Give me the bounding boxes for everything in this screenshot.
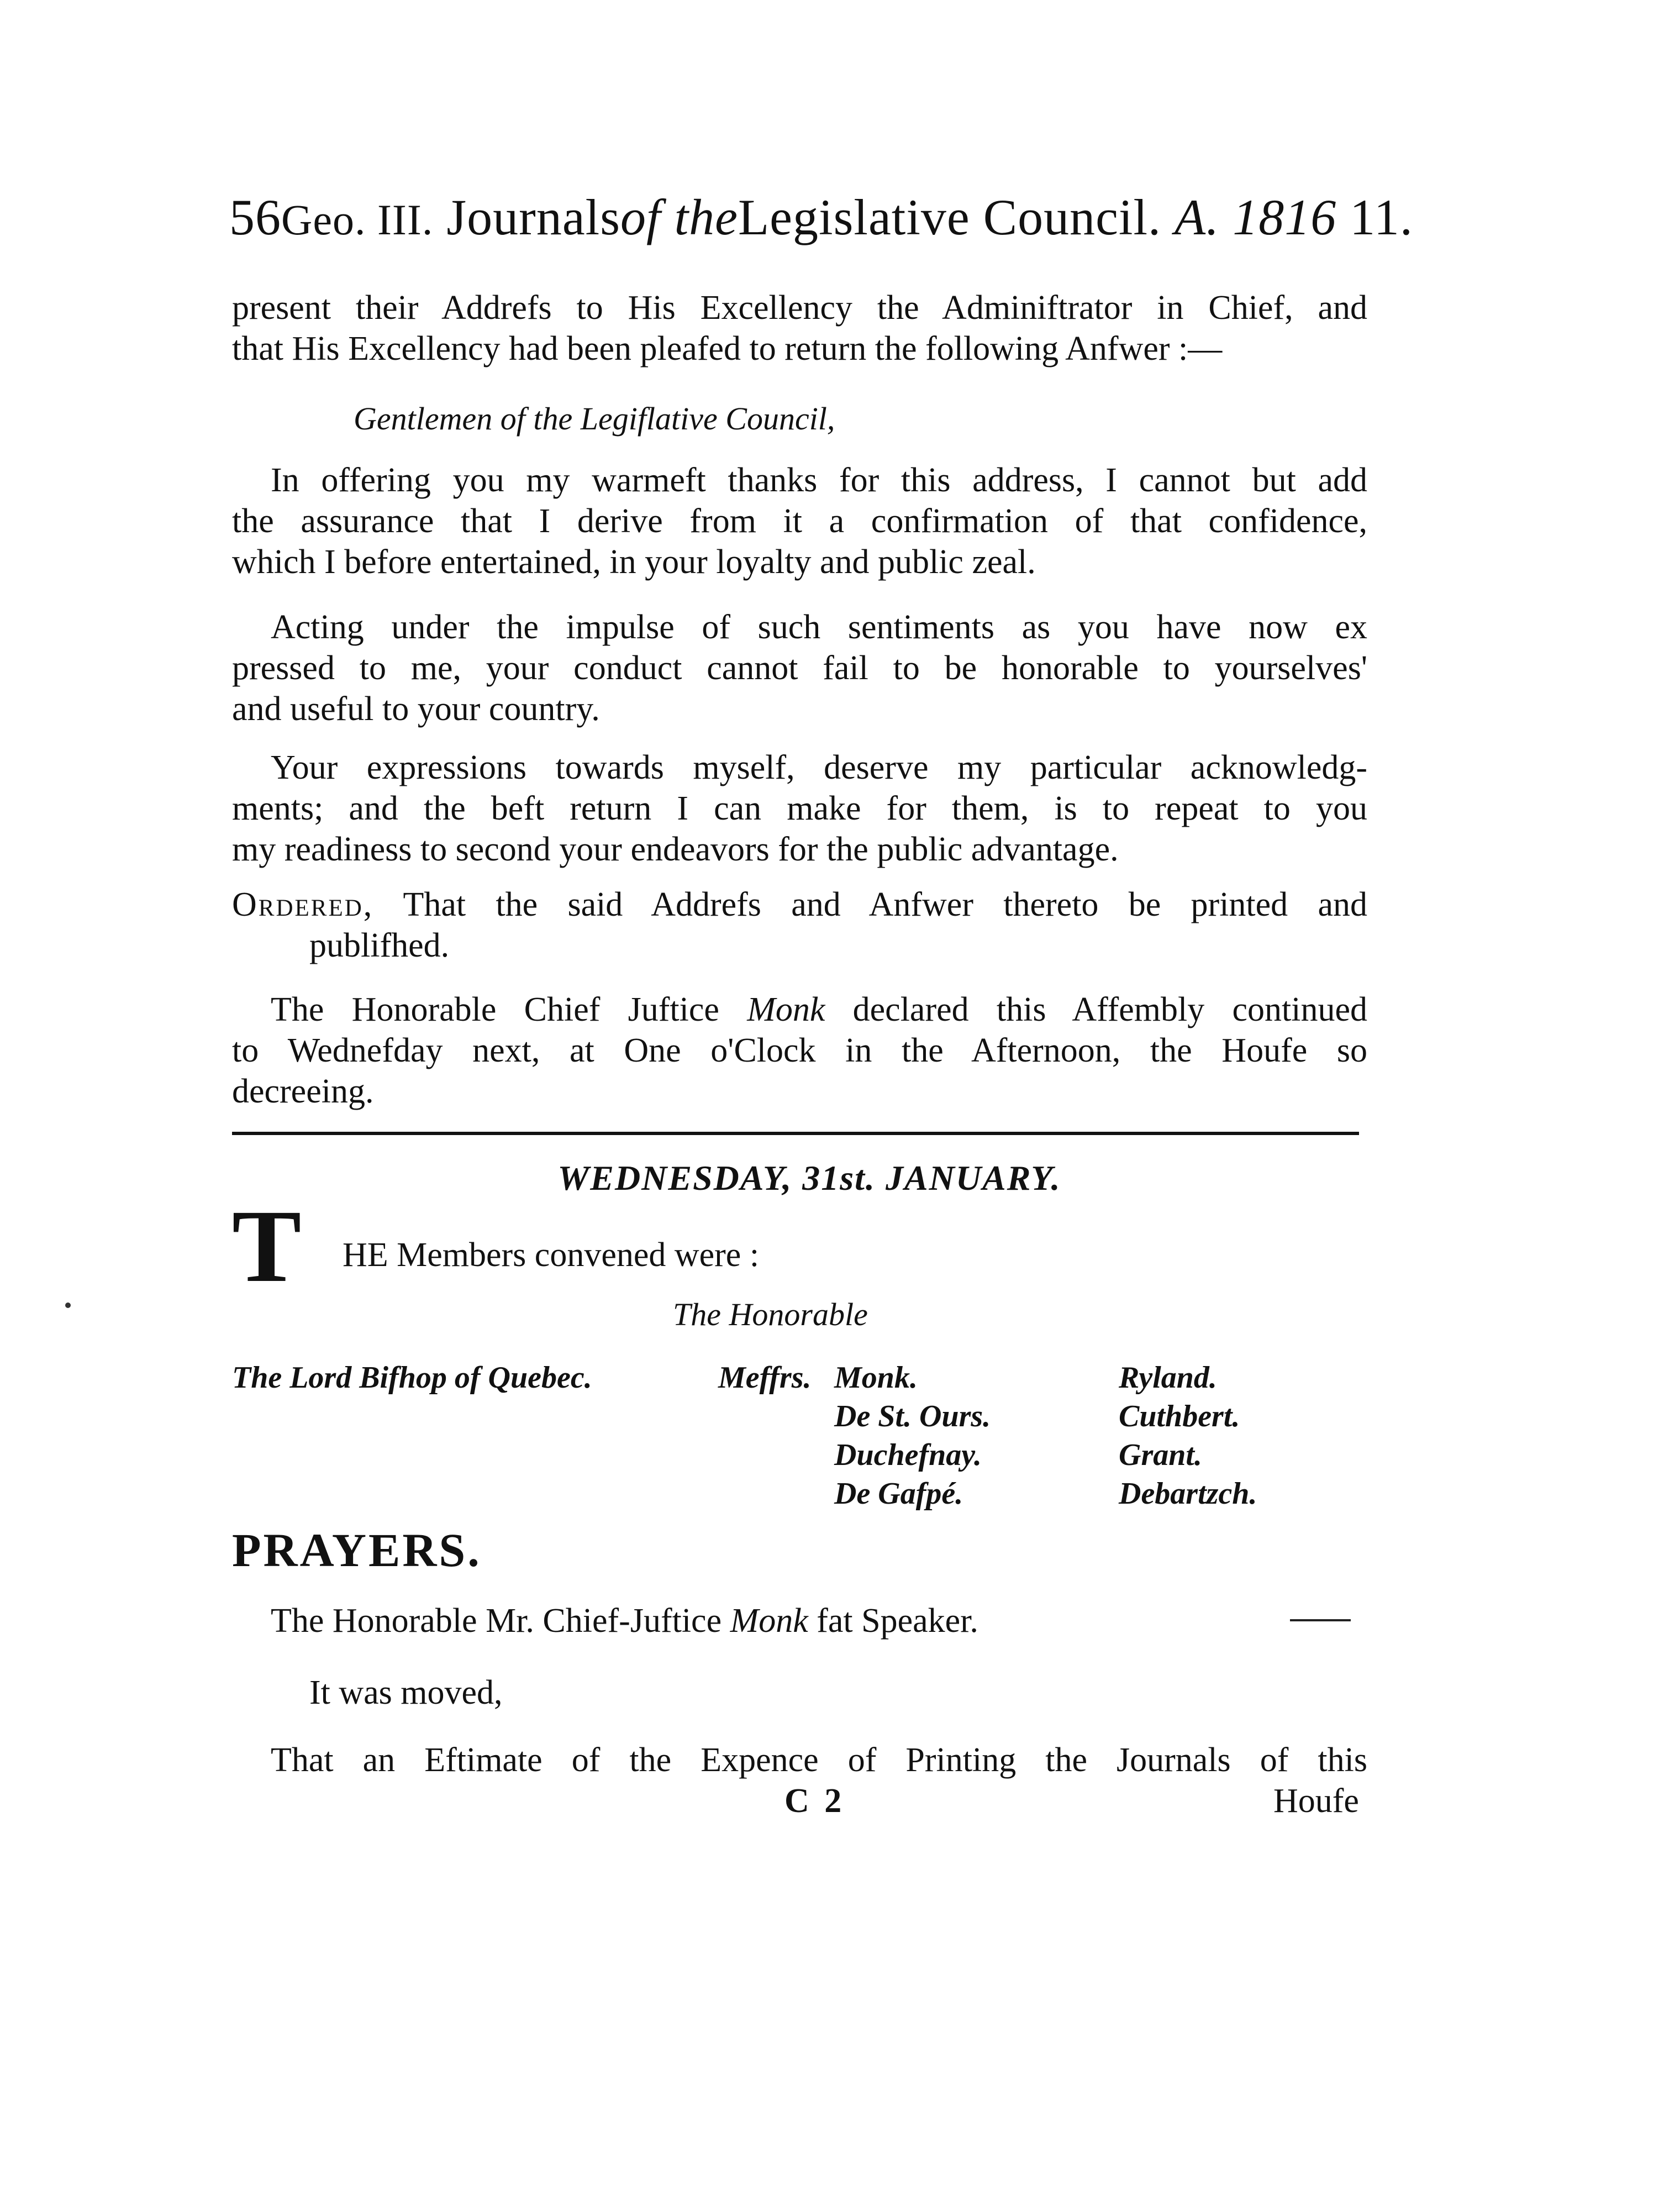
text-line: to Wednefday next, at One o'Clock in the Afternoon, the Houfe so (232, 1032, 1367, 1069)
signature-mark: C 2 (784, 1782, 845, 1820)
member-name: Ryland. (1119, 1361, 1217, 1395)
speaker-post: fat Speaker. (817, 1602, 978, 1640)
speaker-pre: The Honorable Mr. Chief-Juftice (271, 1602, 722, 1640)
adjourn-pre: The Honorable Chief Juftice (271, 991, 719, 1028)
text-line (232, 884, 1367, 925)
header-year: A. 1816 (1175, 189, 1337, 245)
paragraph-ordered (232, 884, 1367, 966)
header-journals: Journals (446, 189, 621, 245)
text-line: In offering you my warmeft thanks for this address, I cannot but add (271, 461, 1367, 499)
ordered-text: That the said Addrefs and Anfwer thereto be printed and (403, 886, 1367, 923)
prayers-heading: PRAYERS. (232, 1524, 482, 1577)
member-name: Grant. (1119, 1438, 1202, 1472)
paragraph-answer-thanks (232, 460, 1367, 582)
members-column-right (1119, 1358, 1257, 1513)
bishop-member: The Lord Bifhop of Quebec. (232, 1361, 592, 1395)
member-name: Cuthbert. (1119, 1399, 1240, 1433)
header-title: Legislative Council. (738, 189, 1162, 245)
header-year-number: 56 (229, 189, 281, 245)
header-page-number: 11. (1350, 189, 1413, 245)
date-heading: WEDNESDAY, 31st. JANUARY. (557, 1158, 1061, 1198)
text-line: ments; and the beft return I can make for them, is to repeat to you (232, 790, 1367, 827)
section-divider (232, 1132, 1359, 1135)
paragraph-address-presented (232, 287, 1367, 369)
margin-dash (1290, 1619, 1351, 1621)
paragraph-adjournment (232, 989, 1367, 1112)
text-line: That an Eftimate of the Expence of Printing the Journals of this (271, 1741, 1367, 1779)
text-line: Acting under the impulse of such sentiments as you have now ex (271, 608, 1367, 646)
text-line: and useful to your country. (232, 690, 600, 728)
ink-speck (65, 1303, 71, 1308)
members-intro: HE Members convened were : (343, 1236, 760, 1274)
paragraph-answer-conduct (232, 607, 1367, 729)
header-of-the: of the (620, 189, 738, 245)
messrs-label: Meffrs. (718, 1361, 812, 1395)
moved-line: It was moved, (309, 1674, 503, 1711)
text-line: pressed to me, your conduct cannot fail to be honorable to yourselves' (232, 649, 1367, 687)
member-name: Monk. (834, 1361, 918, 1395)
text-line (232, 989, 1367, 1030)
member-name: Debartzch. (1119, 1477, 1257, 1511)
ordered-label: Ordered, (232, 886, 374, 923)
header-reign: Geo. III. (281, 196, 434, 244)
paragraph-answer-expressions (232, 747, 1367, 870)
text-line: that His Excellency had been pleafed to return the following Anfwer :— (232, 330, 1223, 367)
text-line: the assurance that I derive from it a confirmation of that confidence, (232, 502, 1367, 540)
drop-cap: T (232, 1188, 302, 1304)
honorable-heading: The Honorable (673, 1296, 868, 1332)
text-line: which I before entertained, in your loyalty and public zeal. (232, 543, 1036, 581)
estimate-line (271, 1740, 1367, 1781)
text-line: Your expressions towards myself, deserve my particular acknowledg- (271, 749, 1367, 786)
salutation: Gentlemen of the Legiflative Council, (354, 401, 835, 437)
adjourn-post: declared this Affembly continued (852, 991, 1367, 1028)
member-name: De Gafpé. (834, 1477, 963, 1511)
members-column-middle (834, 1358, 991, 1513)
text-line: decreeing. (232, 1073, 374, 1110)
text-line: publifhed. (309, 927, 450, 964)
speaker-name: Monk (730, 1602, 808, 1640)
text-line: my readiness to second your endeavors for the public advantage. (232, 831, 1119, 868)
member-name: Duchefnay. (834, 1438, 982, 1472)
chief-justice-name: Monk (747, 991, 825, 1028)
speaker-line (271, 1601, 978, 1641)
running-header (229, 176, 1413, 259)
member-name: De St. Ours. (834, 1399, 991, 1433)
catchword: Houfe (1273, 1782, 1359, 1820)
text-line: present their Addrefs to His Excellency the Adminiftrator in Chief, and (232, 289, 1367, 327)
